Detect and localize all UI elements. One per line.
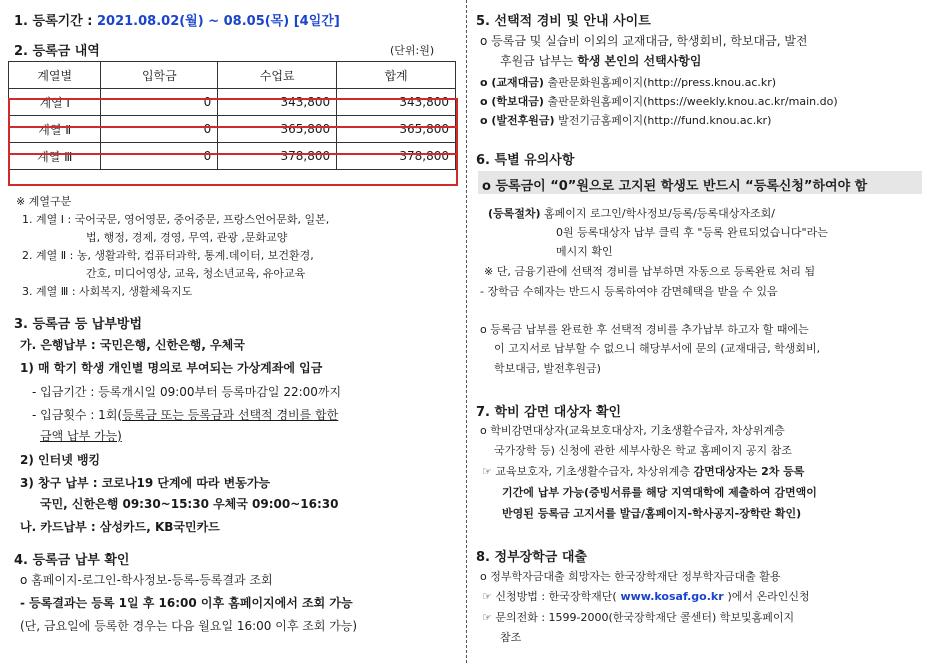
section-2-heading: 2. 등록금 내역 — [14, 44, 100, 59]
loan-line: o 정부학자금대출 희망자는 한국장학재단 정부학자금대출 활용 — [480, 570, 781, 583]
registration-period-dates: 2021.08.02(월) ~ 08.05(목) [4일간] — [97, 14, 340, 29]
row-total: 378,800 — [337, 143, 456, 170]
extra-payment-line: 이 고지서로 납부할 수 없으니 해당부서에 문의 (교재대금, 학생회비, — [494, 342, 821, 355]
check-path: o 홈페이지-로그인-학사정보-등록-등록결과 조회 — [20, 573, 273, 587]
deposit-period: - 입금기간 : 등록개시일 09:00부터 등록마감일 22:00까지 — [32, 385, 342, 399]
table-row — [9, 143, 456, 170]
unit-label: (단위:원) — [390, 44, 435, 57]
table-header-row — [9, 62, 456, 89]
table-header: 입학금 — [101, 62, 218, 89]
category-note-line: 3. 계열 Ⅲ : 사회복지, 생활체육지도 — [22, 285, 193, 298]
reduction-line: o 학비감면대상자(교육보호대상자, 기초생활수급자, 차상위계층 — [480, 424, 785, 437]
reduction-line — [482, 463, 804, 479]
auto-complete-note: ※ 단, 금융기관에 선택적 경비를 납부하면 자동으로 등록완료 처리 됨 — [484, 265, 816, 278]
category-note-line: 1. 계열 Ⅰ : 국어국문, 영어영문, 중어중문, 프랑스언어문화, 일본, — [22, 213, 330, 226]
check-result-note: - 등록결과는 등록 1일 후 16:00 이후 홈페이지에서 조회 가능 — [20, 596, 353, 610]
column-divider — [466, 0, 467, 663]
optional-fees-line: o 등록금 및 실습비 이외의 교재대금, 학생회비, 학보대금, 발전 — [480, 34, 808, 48]
loan-contact-line: ☞ 문의전화 : 1599-2000(한국장학재단 콜센터) 학보및홈페이지 — [482, 611, 795, 624]
procedure-line: 메시지 확인 — [556, 245, 613, 258]
category-note-line: 법, 행정, 경제, 경영, 무역, 관광 ,문화교양 — [86, 231, 288, 244]
check-result-friday: (단, 금요일에 등록한 경우는 다음 월요일 16:00 이후 조회 가능) — [20, 619, 358, 633]
procedure-label: (등록절차) — [488, 207, 541, 220]
row-name: 계열 Ⅰ — [9, 89, 101, 116]
deposit-count — [32, 406, 338, 423]
row-entry-fee: 0 — [101, 143, 218, 170]
zero-fee-warning: o 등록금이 “0”원으로 고지된 학생도 반드시 “등록신청”하여야 함 — [482, 179, 868, 194]
site-label: o (교재대금) — [480, 76, 544, 89]
row-tuition: 378,800 — [218, 143, 337, 170]
procedure-line: 0원 등록대상자 납부 클릭 후 "등록 완료되었습니다"라는 — [556, 226, 828, 239]
site-label: o (발전후원금) — [480, 114, 555, 127]
optional-fees-text: 후원금 납부는 — [500, 54, 578, 68]
registration-period-label: 1. 등록기간 : — [14, 14, 93, 29]
scholarship-note: - 장학금 수혜자는 반드시 등록하여야 감면혜택을 받을 수 있음 — [480, 285, 778, 298]
virtual-account-note: 1) 매 학기 학생 개인별 명의로 부여되는 가상계좌에 입금 — [20, 361, 323, 375]
table-header: 계열별 — [9, 62, 101, 89]
site-line-newspaper — [480, 93, 838, 109]
row-name: 계열 Ⅲ — [9, 143, 101, 170]
table-header: 수업료 — [218, 62, 337, 89]
optional-fees-line — [500, 52, 701, 69]
section-7-heading: 7. 학비 감면 대상자 확인 — [476, 405, 622, 420]
reduction-line: 기간에 납부 가능(증빙서류를 해당 지역대학에 제출하여 감면액이 — [502, 486, 817, 499]
procedure-line — [488, 205, 775, 221]
row-entry-fee: 0 — [101, 116, 218, 143]
counter-payment: 3) 창구 납부 : 코로나19 단계에 따라 변동가능 — [20, 476, 271, 490]
kosaf-link[interactable]: www.kosaf.go.kr — [616, 590, 728, 603]
site-text[interactable]: 출판문화원홈페이지(http://press.knou.ac.kr) — [543, 76, 777, 89]
section-4-heading: 4. 등록금 납부 확인 — [14, 553, 130, 568]
table-row — [9, 89, 456, 116]
bank-payment: 가. 은행납부 : 국민은행, 신한은행, 우체국 — [20, 338, 245, 352]
reduction-line: 국가장학 등) 신청에 관한 세부사항은 학교 홈페이지 공지 참조 — [494, 444, 792, 457]
site-label: o (학보대금) — [480, 95, 544, 108]
section-1-heading — [14, 10, 340, 29]
site-text[interactable]: 발전기금홈페이지(http://fund.knou.ac.kr) — [554, 114, 772, 127]
row-total: 343,800 — [337, 89, 456, 116]
reduction-emphasis: 감면대상자는 2차 등록 — [693, 465, 805, 478]
section-8-heading: 8. 정부장학금 대출 — [476, 550, 587, 565]
site-line-fund — [480, 112, 771, 128]
deposit-count-detail: 등록금 또는 등록금과 선택적 경비를 합한 — [122, 408, 339, 422]
section-3-heading: 3. 등록금 등 납부방법 — [14, 317, 143, 332]
category-note-line: 2. 계열 Ⅱ : 농, 생활과학, 컴퓨터과학, 통계.데이터, 보건환경, — [22, 249, 314, 262]
reduction-line: 반영된 등록금 고지서를 발급/홈페이지-학사공지-장학란 확인) — [502, 507, 802, 520]
procedure-text: 홈페이지 로그인/학사정보/등록/등록대상자조회/ — [540, 207, 775, 220]
table-header: 합계 — [337, 62, 456, 89]
deposit-count-detail-cont: 금액 납부 가능) — [40, 429, 122, 443]
counter-hours: 국민, 신한은행 09:30~15:30 우체국 09:00~16:30 — [40, 497, 339, 511]
reduction-text: ☞ 교육보호자, 기초생활수급자, 차상위계층 — [482, 465, 694, 478]
section-5-heading: 5. 선택적 경비 및 안내 사이트 — [476, 14, 651, 29]
loan-contact-line: 참조 — [500, 631, 522, 644]
loan-apply-text-end: )에서 온라인신청 — [727, 590, 810, 603]
extra-payment-line: o 등록금 납부를 완료한 후 선택적 경비를 추가납부 하고자 할 때에는 — [480, 323, 809, 336]
category-note-line: 간호, 미디어영상, 교육, 청소년교육, 유아교육 — [86, 267, 306, 280]
highlight-separator — [8, 153, 456, 155]
table-row — [9, 116, 456, 143]
row-total: 365,800 — [337, 116, 456, 143]
deposit-count-label: - 입금횟수 : 1회( — [32, 408, 123, 422]
loan-apply-text: ☞ 신청방법 : 한국장학재단( — [482, 590, 617, 603]
site-text[interactable]: 출판문화원홈페이지(https://weekly.knou.ac.kr/main.do) — [543, 95, 838, 108]
section-6-heading: 6. 특별 유의사항 — [476, 153, 575, 168]
highlight-separator — [8, 126, 456, 128]
extra-payment-line: 학보대금, 발전후원금) — [494, 362, 601, 375]
optional-fees-emphasis: 학생 본인의 선택사항임 — [577, 54, 702, 68]
loan-apply-line — [482, 588, 810, 604]
internet-banking: 2) 인터넷 뱅킹 — [20, 453, 101, 467]
row-tuition: 365,800 — [218, 116, 337, 143]
row-tuition: 343,800 — [218, 89, 337, 116]
row-entry-fee: 0 — [101, 89, 218, 116]
category-note-title: ※ 계열구분 — [16, 195, 72, 208]
card-payment: 나. 카드납부 : 삼성카드, KB국민카드 — [20, 520, 220, 534]
row-name: 계열 Ⅱ — [9, 116, 101, 143]
site-line-textbook — [480, 74, 776, 90]
